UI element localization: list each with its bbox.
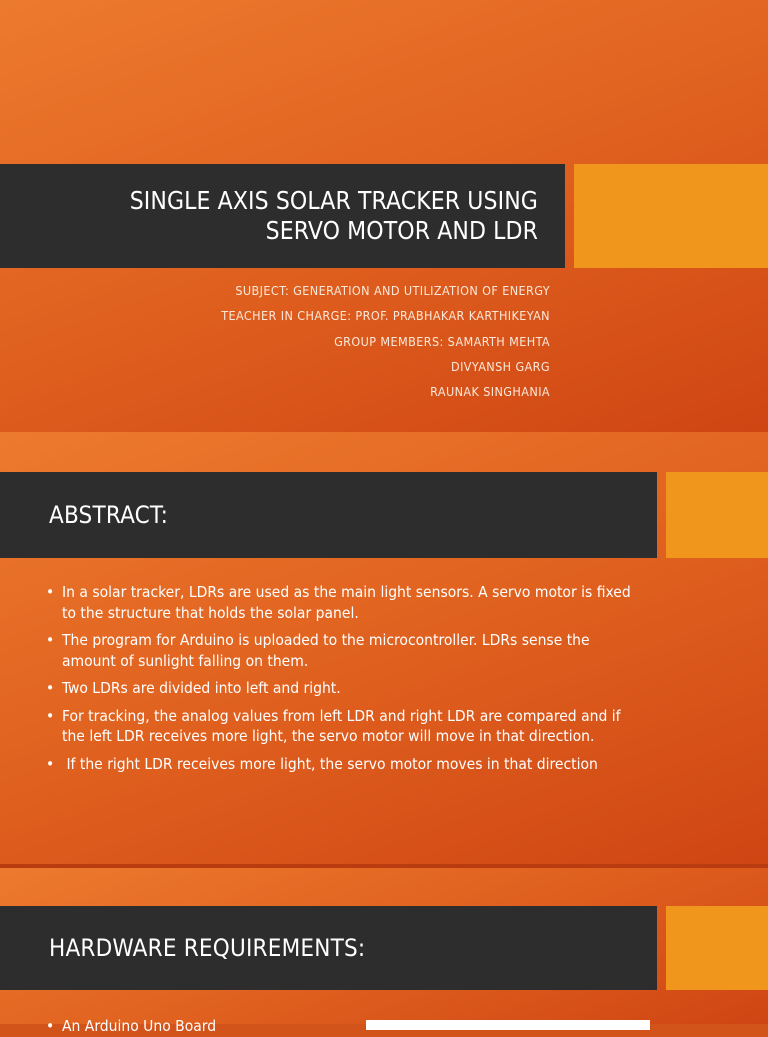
bullet-text: In a solar tracker, LDRs are used as the main light sensors. A servo motor is fixed to the structure that holds the solar panel.	[62, 583, 631, 622]
title-slide	[0, 0, 768, 432]
list-item	[46, 582, 646, 623]
abstract-accent-block	[666, 472, 768, 558]
subtitle-block	[221, 278, 550, 404]
abstract-heading: ABSTRACT:	[49, 501, 169, 529]
subtitle-group-members: GROUP MEMBERS: SAMARTH MEHTA	[334, 333, 550, 349]
hardware-slide	[0, 868, 768, 1035]
title-bar	[0, 164, 565, 268]
slide-title	[130, 186, 538, 246]
bullet-icon: •	[46, 631, 55, 649]
bullet-text: Two LDRs are divided into left and right.	[62, 679, 341, 697]
subtitle-teacher: TEACHER IN CHARGE: PROF. PRABHAKAR KARTHIKEYAN	[221, 308, 550, 324]
abstract-slide	[0, 432, 768, 864]
list-item	[46, 754, 646, 775]
list-item	[46, 706, 646, 747]
bullet-icon: •	[46, 1017, 55, 1035]
bullet-icon: •	[46, 679, 55, 697]
bullet-icon: •	[46, 706, 55, 725]
bullet-icon: •	[46, 583, 55, 601]
subtitle-member-2: DIVYANSH GARG	[451, 358, 550, 374]
list-item	[46, 630, 646, 671]
bullet-text: If the right LDR receives more light, the servo motor moves in that direction	[62, 754, 598, 773]
hardware-list	[46, 1016, 216, 1037]
title-line-2: SERVO MOTOR AND LDR	[265, 216, 538, 245]
title-accent-block	[574, 164, 768, 268]
bullet-text: The program for Arduino is uploaded to the microcontroller. LDRs sense the amount of sunlight falling on them.	[62, 631, 590, 670]
list-item	[46, 1016, 216, 1037]
hardware-accent-block	[666, 906, 768, 990]
subtitle-subject: SUBJECT: GENERATION AND UTILIZATION OF ENERGY	[235, 283, 550, 298]
hardware-heading: HARDWARE REQUIREMENTS:	[49, 934, 366, 962]
title-line-1: SINGLE AXIS SOLAR TRACKER USING	[129, 186, 538, 215]
list-item	[46, 678, 646, 699]
hardware-image	[366, 1020, 650, 1030]
subtitle-member-3: RAUNAK SINGHANIA	[430, 384, 550, 400]
hardware-heading-bar	[0, 906, 657, 990]
abstract-heading-bar	[0, 472, 657, 558]
hardware-item-text: An Arduino Uno Board	[62, 1017, 217, 1035]
bullet-text: For tracking, the analog values from left LDR and right LDR are compared and if the left LDR receives more light, the servo motor will move in that direction.	[62, 706, 621, 745]
bullet-icon: •	[46, 754, 55, 773]
abstract-bullet-list	[46, 582, 646, 781]
